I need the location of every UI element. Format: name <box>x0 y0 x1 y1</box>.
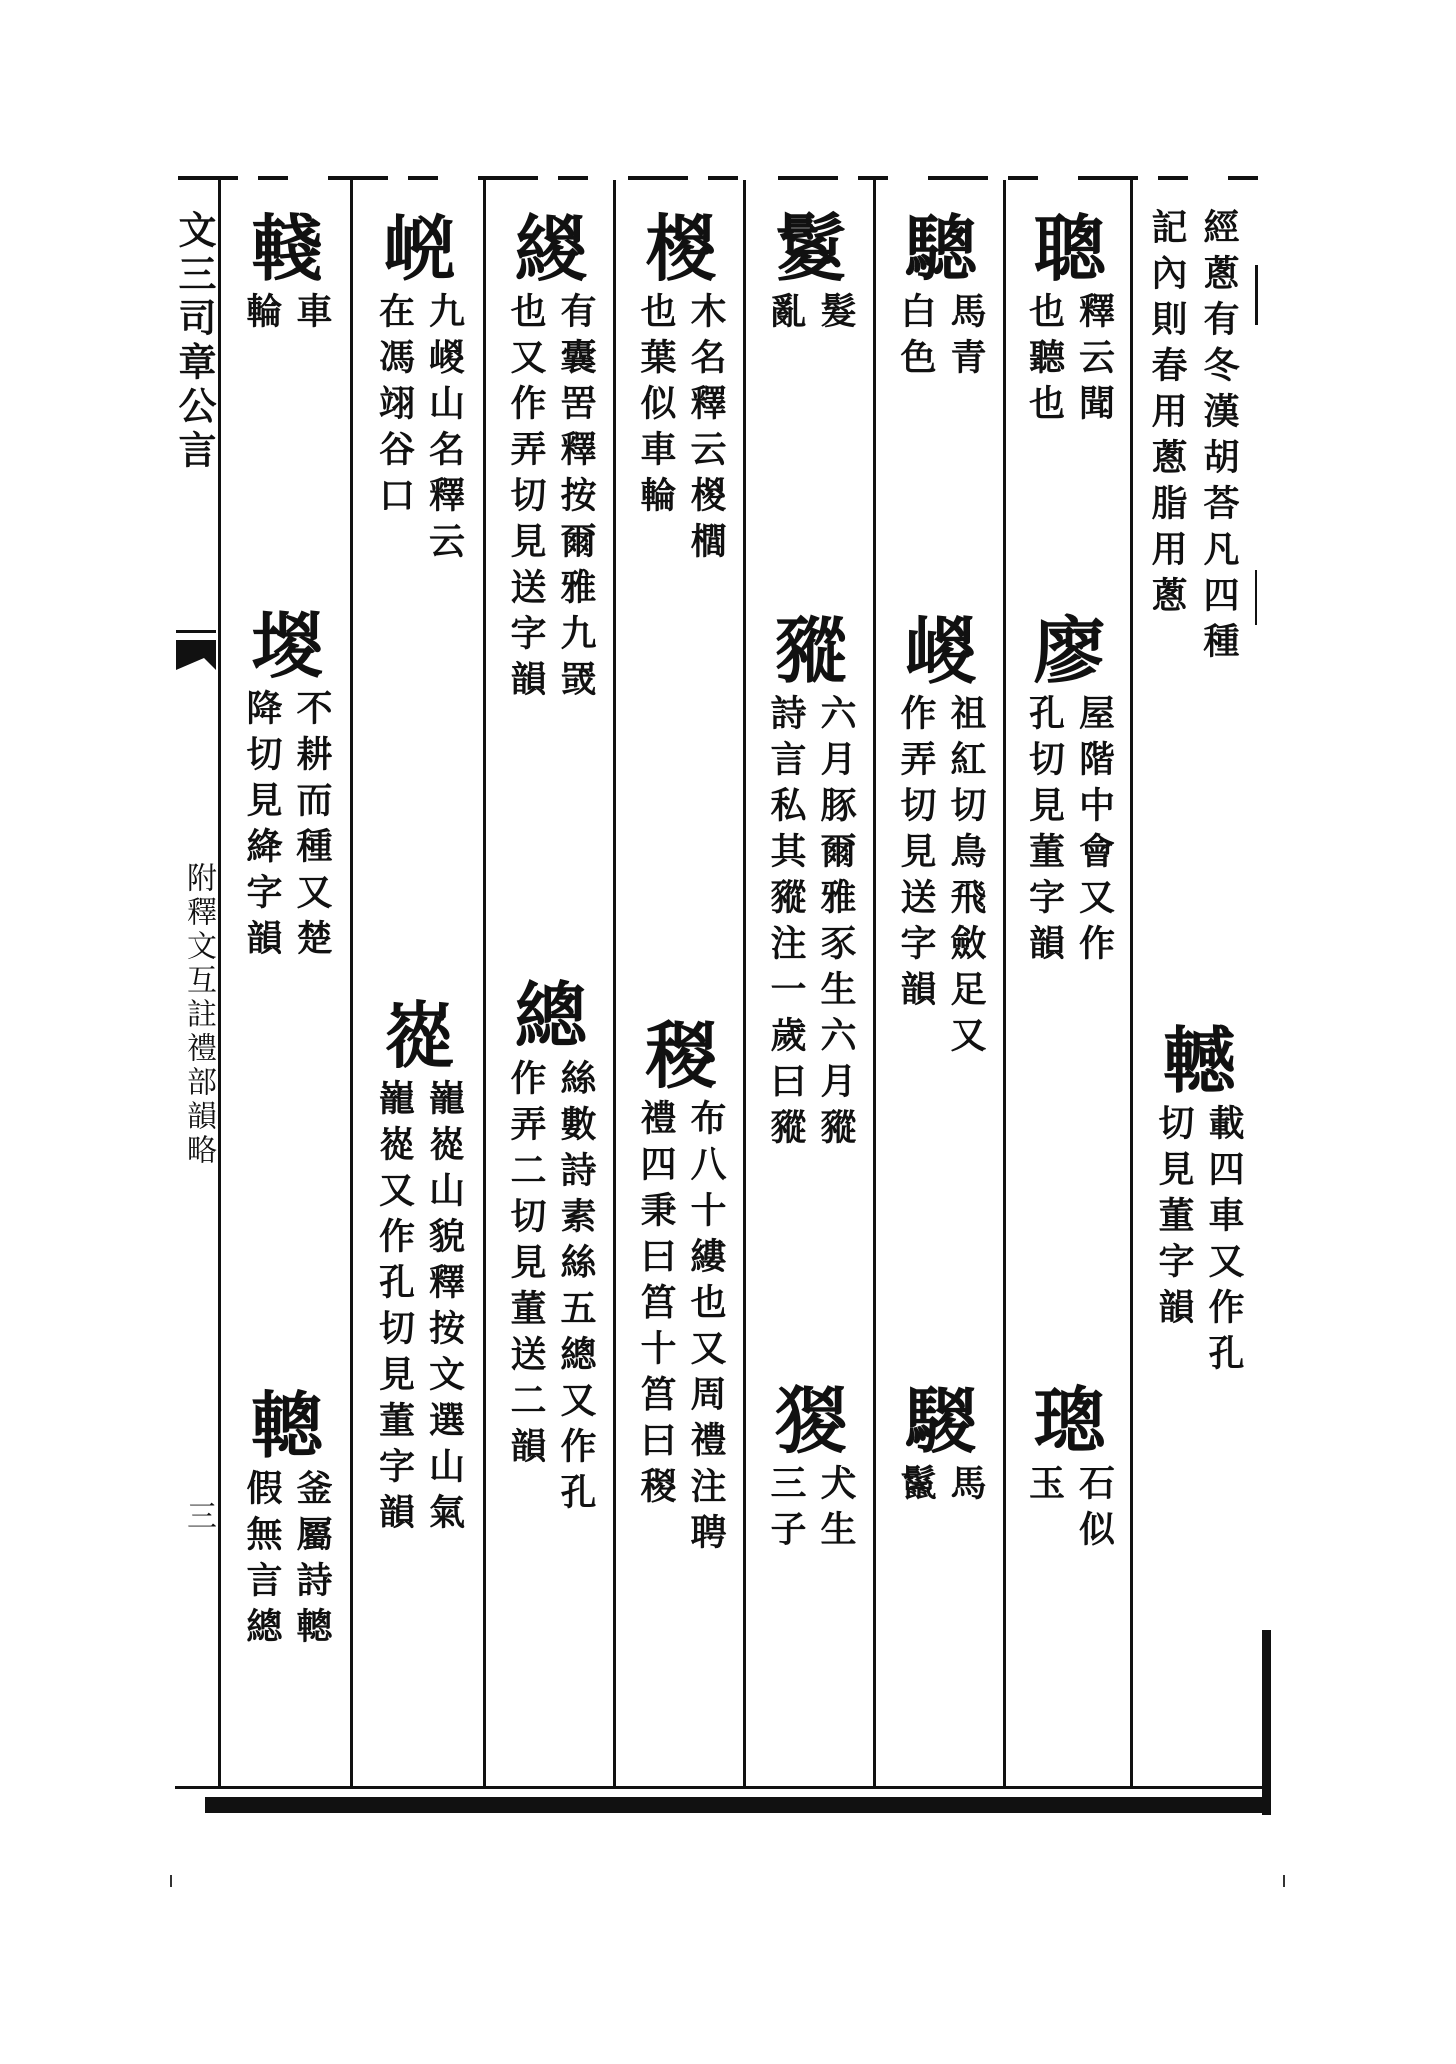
gloss-right: 巃嵸山貌釋按文選山氣 <box>423 1079 466 1539</box>
gloss-right: 馬 <box>945 1464 987 1510</box>
gloss-left: 白色 <box>895 292 937 384</box>
headword: 䡯 <box>250 1383 323 1468</box>
dictionary-entry <box>876 1380 1006 1510</box>
gloss <box>1006 694 1133 970</box>
gloss <box>486 1059 616 1519</box>
dictionary-entry <box>221 1385 353 1653</box>
continuation-right-line: 經蔥有冬漢胡荅凡四種 <box>1198 208 1240 668</box>
text-column-5 <box>483 180 616 1786</box>
headword: 堫 <box>250 603 323 688</box>
gloss <box>746 694 876 1154</box>
gloss-right: 犬生 <box>815 1464 857 1556</box>
gloss-left: 降切見絳字韻 <box>241 689 283 965</box>
gloss-right: 祖紅切鳥飛斂足又 <box>945 694 987 1062</box>
gloss-left: 作弄二切見董送二韻 <box>505 1059 547 1473</box>
gloss-left: 輪 <box>241 292 283 338</box>
gloss-left: 切見董字韻 <box>1153 1104 1195 1334</box>
headword: 嵕 <box>904 608 977 693</box>
gloss-left: 玉 <box>1023 1464 1066 1510</box>
gloss-left: 鬣 <box>895 1464 937 1510</box>
dictionary-entry <box>353 995 486 1539</box>
text-column-0 <box>1130 180 1265 1786</box>
scan-mark <box>1283 1875 1285 1887</box>
gloss <box>221 689 353 965</box>
dictionary-entry <box>221 605 353 965</box>
bottom-border-rule <box>175 1786 1270 1789</box>
text-column-1 <box>1003 180 1133 1786</box>
headword: 㟅 <box>383 206 456 291</box>
headword: 猣 <box>774 1378 847 1463</box>
gloss <box>616 1099 746 1559</box>
gloss-left: 孔切見董字韻 <box>1023 694 1066 970</box>
gloss <box>746 1464 876 1556</box>
gloss-left: 詩言私其豵注一歲曰豵 <box>765 694 807 1154</box>
headword: 輚 <box>250 206 323 291</box>
gloss <box>1006 1464 1133 1556</box>
text-column-2 <box>873 180 1006 1786</box>
headword: 椶 <box>644 206 717 291</box>
headword: 總 <box>514 973 587 1058</box>
gloss-right: 木名釋云椶櫚 <box>685 292 727 568</box>
text-column-7 <box>218 180 353 1786</box>
gloss-right: 釋云聞 <box>1073 292 1116 430</box>
gloss-left: 也葉似車輪 <box>635 292 677 522</box>
dictionary-entry <box>746 1380 876 1556</box>
gloss-left: 巃嵸又作孔切見董字韻 <box>373 1079 416 1539</box>
gloss <box>486 292 616 706</box>
gloss-left: 作弄切見送字韻 <box>895 694 937 1016</box>
headword: 騣 <box>904 1378 977 1463</box>
gloss <box>876 694 1006 1062</box>
dictionary-entry <box>616 1015 746 1559</box>
margin-book-title: 文三司章公言 <box>172 210 217 474</box>
gloss-right: 屋階中會又作 <box>1073 694 1116 970</box>
scan-mark <box>170 1875 172 1887</box>
dictionary-entry <box>746 208 876 338</box>
text-column-4 <box>613 180 746 1786</box>
headword: 豵 <box>774 608 847 693</box>
gloss <box>876 1464 1006 1510</box>
text-column-3 <box>743 180 876 1786</box>
gloss <box>353 1079 486 1539</box>
headword: 璁 <box>1033 1378 1106 1463</box>
dictionary-entry <box>1006 208 1133 430</box>
headword: 廖 <box>1033 608 1106 693</box>
text-column-6 <box>350 180 486 1786</box>
gloss <box>221 1469 353 1653</box>
dictionary-entry <box>1133 1020 1265 1380</box>
gloss-right: 載四車又作孔 <box>1203 1104 1245 1380</box>
gloss-right: 馬青 <box>945 292 987 384</box>
margin-page-number: 三 <box>181 1500 216 1530</box>
fishtail-mark-icon <box>176 640 216 670</box>
headword: 緵 <box>514 206 587 291</box>
gloss <box>221 292 353 338</box>
dictionary-entry <box>746 610 876 1154</box>
gloss-left: 假無言總 <box>241 1469 283 1653</box>
gloss-left: 亂 <box>765 292 807 338</box>
gloss <box>1133 1104 1265 1380</box>
gloss-right: 布八十縷也又周禮注聘 <box>685 1099 727 1559</box>
gloss-left: 也又作弄切見送字韻 <box>505 292 547 706</box>
gloss-left: 也聽也 <box>1023 292 1066 430</box>
headword: 聰 <box>1033 206 1106 291</box>
dictionary-entry <box>876 610 1006 1062</box>
gloss-left: 禮四秉曰筥十筥曰稯 <box>635 1099 677 1513</box>
headword: 稯 <box>644 1013 717 1098</box>
headword: 嵸 <box>383 993 456 1078</box>
gloss-right: 有囊罟釋按爾雅九罭 <box>555 292 597 706</box>
gloss <box>353 292 486 568</box>
dictionary-entry <box>486 208 616 706</box>
headword: 驄 <box>904 206 977 291</box>
dictionary-entry <box>616 208 746 568</box>
gloss-left: 三子 <box>765 1464 807 1556</box>
gloss-right: 絲數詩素絲五總又作孔 <box>555 1059 597 1519</box>
dictionary-entry <box>876 208 1006 384</box>
headword: 轗 <box>1162 1018 1235 1103</box>
gloss <box>616 292 746 568</box>
dictionary-entry <box>1006 1380 1133 1556</box>
gloss <box>746 292 876 338</box>
bottom-border-thick <box>205 1797 1270 1813</box>
gloss-right: 石似 <box>1073 1464 1116 1556</box>
headword: 鬉 <box>774 206 847 291</box>
continuation-left-line: 記內則春用蔥脂用蔥 <box>1146 208 1188 622</box>
gloss-right: 六月豚爾雅豕生六月豵 <box>815 694 857 1154</box>
dictionary-entry <box>1006 610 1133 970</box>
gloss-right: 車 <box>291 292 333 338</box>
gloss-left: 在馮翊谷口 <box>373 292 416 522</box>
dictionary-entry <box>353 208 486 568</box>
gloss-right: 髮 <box>815 292 857 338</box>
gloss <box>876 292 1006 384</box>
gloss-right: 九嵕山名釋云 <box>423 292 466 568</box>
gloss-right: 不耕而種又楚 <box>291 689 333 965</box>
fishtail-rule <box>176 630 216 633</box>
margin-subtitle: 附釋文互註禮部韻略 <box>181 862 216 1168</box>
dictionary-entry <box>221 208 353 338</box>
gloss <box>1006 292 1133 430</box>
gloss-right: 釜屬詩䡯 <box>291 1469 333 1653</box>
dictionary-entry <box>486 975 616 1519</box>
